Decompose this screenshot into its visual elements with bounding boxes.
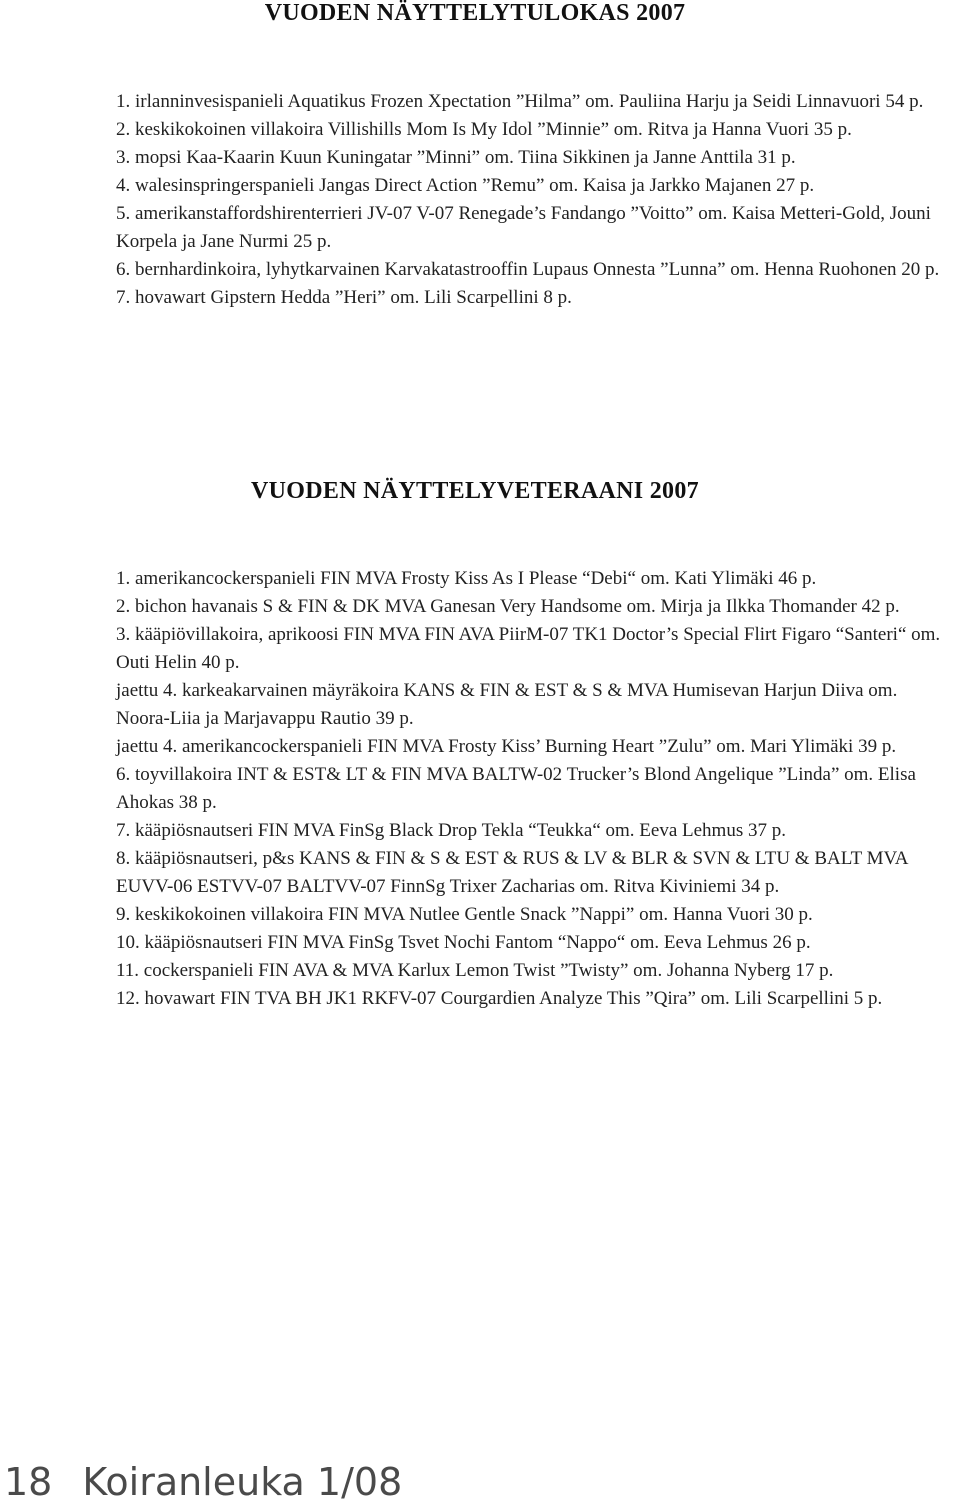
result-item: jaettu 4. amerikancockerspanieli FIN MVA Frosty Kiss’ Burning Heart ”Zulu” om. Mari Ylimäki 39 p.: [116, 736, 897, 757]
result-item: 6. bernhardinkoira, lyhytkarvainen Karvakatastrooffin Lupaus Onnesta ”Lunna” om. Henna Ruohonen 20 p.: [116, 259, 940, 280]
result-item: jaettu 4. karkeakarvainen mäyräkoira KANS & FIN & EST & S & MVA Humisevan Harjun Diiva om. Noora-Liia ja Marjavappu Rautio 39 p.: [116, 680, 898, 729]
result-item: 3. kääpiövillakoira, aprikoosi FIN MVA FIN AVA PiirM-07 TK1 Doctor’s Special Flirt Figaro “Santeri“ om. Outi Helin 40 p.: [116, 624, 941, 673]
results-list-nayttelytulokas: [116, 88, 952, 312]
result-item: 4. walesinspringerspanieli Jangas Direct Action ”Remu” om. Kaisa ja Jarkko Majanen 27 p.: [116, 175, 815, 196]
result-item: 6. toyvillakoira INT & EST& LT & FIN MVA BALTW-02 Trucker’s Blond Angelique ”Linda” om. Elisa Ahokas 38 p.: [116, 764, 916, 813]
result-item: 11. cockerspanieli FIN AVA & MVA Karlux Lemon Twist ”Twisty” om. Johanna Nyberg 17 p.: [116, 960, 834, 981]
result-item: 2. bichon havanais S & FIN & DK MVA Ganesan Very Handsome om. Mirja ja Ilkka Thomander 42 p.: [116, 596, 900, 617]
result-item: 12. hovawart FIN TVA BH JK1 RKFV-07 Courgardien Analyze This ”Qira” om. Lili Scarpellini 5 p.: [116, 988, 883, 1009]
page-number: 18: [4, 1460, 53, 1504]
result-item: 3. mopsi Kaa-Kaarin Kuun Kuningatar ”Minni” om. Tiina Sikkinen ja Janne Anttila 31 p.: [116, 147, 796, 168]
publication-name: Koiranleuka 1/08: [82, 1460, 403, 1504]
result-item: 7. kääpiösnautseri FIN MVA FinSg Black Drop Tekla “Teukka“ om. Eeva Lehmus 37 p.: [116, 820, 786, 841]
result-item: 1. amerikancockerspanieli FIN MVA Frosty Kiss As I Please “Debi“ om. Kati Ylimäki 46 p.: [116, 568, 817, 589]
result-item: 5. amerikanstaffordshirenterrieri JV-07 V-07 Renegade’s Fandango ”Voitto” om. Kaisa Metteri-Gold, Jouni Korpela ja Jane Nurmi 25 p.: [116, 203, 931, 252]
page-footer: [4, 1460, 402, 1504]
result-item: 10. kääpiösnautseri FIN MVA FinSg Tsvet Nochi Fantom “Nappo“ om. Eeva Lehmus 26 p.: [116, 932, 811, 953]
section-title-nayttelyveteraani: VUODEN NÄYTTELYVETERAANI 2007: [251, 478, 699, 504]
result-item: 9. keskikokoinen villakoira FIN MVA Nutlee Gentle Snack ”Nappi” om. Hanna Vuori 30 p.: [116, 904, 813, 925]
result-item: 1. irlanninvesispanieli Aquatikus Frozen Xpectation ”Hilma” om. Pauliina Harju ja Seidi Linnavuori 54 p.: [116, 91, 924, 112]
results-list-nayttelyveteraani: [116, 565, 952, 1013]
section-title-nayttelytulokas: VUODEN NÄYTTELYTULOKAS 2007: [264, 0, 686, 26]
result-item: 7. hovawart Gipstern Hedda ”Heri” om. Lili Scarpellini 8 p.: [116, 287, 572, 308]
result-item: 8. kääpiösnautseri, p&s KANS & FIN & S & EST & RUS & LV & BLR & SVN & LTU & BALT MVA EUVV-06 ESTVV-07 BALTVV-07 FinnSg Trixer Zacharias om. Ritva Kiviniemi 34 p.: [116, 848, 908, 897]
result-item: 2. keskikokoinen villakoira Villishills Mom Is My Idol ”Minnie” om. Ritva ja Hanna Vuori 35 p.: [116, 119, 852, 140]
